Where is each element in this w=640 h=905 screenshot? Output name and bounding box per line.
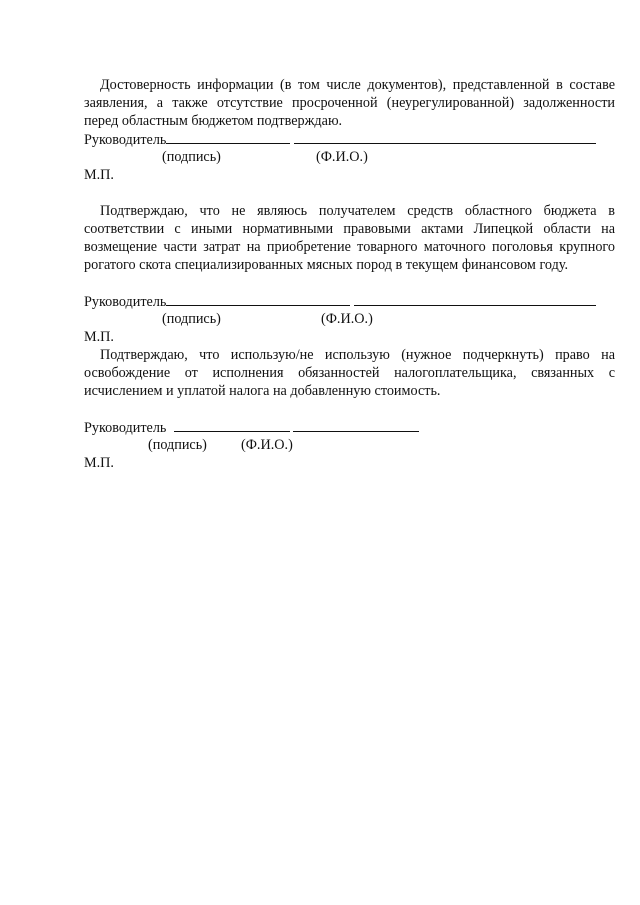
reliability-paragraph: Достоверность информации (в том числе документов), представленной в составе заявления, а также отсутствие просроченной (неурегулированной) задолженности перед областным бюджетом подтверждаю. xyxy=(84,77,615,129)
seal-mark: М.П. xyxy=(84,455,114,471)
seal-mark: М.П. xyxy=(84,329,114,345)
signature-caption: (подпись) xyxy=(148,437,207,453)
signature-caption: (подпись) xyxy=(162,311,221,327)
signature-caption: (подпись) xyxy=(162,149,221,165)
signer-label: Руководитель xyxy=(84,420,167,436)
signature-blank xyxy=(174,418,290,432)
signature-captions xyxy=(84,148,615,166)
name-caption: (Ф.И.О.) xyxy=(316,149,368,165)
document-body xyxy=(84,76,615,472)
name-blank xyxy=(294,130,596,144)
signature-blank xyxy=(166,292,350,306)
confirmation-block-not-recipient xyxy=(84,202,615,346)
signer-label: Руководитель xyxy=(84,132,167,148)
name-caption: (Ф.И.О.) xyxy=(241,437,293,453)
not-recipient-paragraph: Подтверждаю, что не являюсь получателем средств областного бюджета в соответствии с иными нормативными правовыми актами Липецкой области на возмещение части затрат на приобретение товарного маточного поголовья крупного рогатого скота специализированных мясных пород в текущем финансовом году. xyxy=(84,203,615,273)
name-blank xyxy=(354,292,596,306)
signature-captions xyxy=(84,436,615,454)
signature-line xyxy=(84,130,615,148)
vat-paragraph: Подтверждаю, что использую/не использую (нужное подчеркнуть) право на освобождение от исполнения обязанностей налогоплательщика, связанных с исчислением и уплатой налога на добавленную стоимость. xyxy=(84,347,615,399)
signature-line xyxy=(84,292,615,310)
name-caption: (Ф.И.О.) xyxy=(321,311,373,327)
signature-captions xyxy=(84,310,615,328)
signature-line xyxy=(84,418,615,436)
confirmation-block-vat xyxy=(84,346,615,472)
name-blank xyxy=(293,418,419,432)
signer-label: Руководитель xyxy=(84,294,167,310)
seal-mark: М.П. xyxy=(84,167,114,183)
confirmation-block-reliability xyxy=(84,76,615,184)
signature-blank xyxy=(166,130,290,144)
